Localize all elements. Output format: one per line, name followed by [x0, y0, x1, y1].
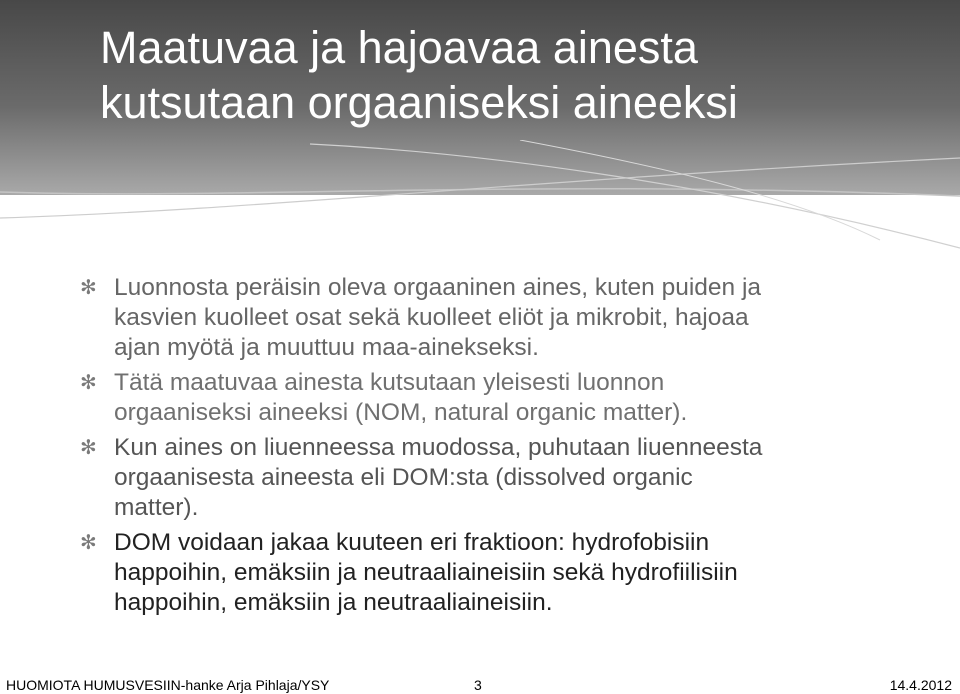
slide-title-line-2: kutsutaan orgaaniseksi aineeksi — [100, 77, 738, 128]
bullet-line: kasvien kuolleet osat sekä kuolleet eliöt ja mikrobit, hajoaa — [114, 304, 749, 331]
bullet-line: DOM voidaan jakaa kuuteen eri fraktioon: hydrofobisiin — [114, 529, 710, 556]
bullet-line: Tätä maatuvaa ainesta kutsutaan yleisesti luonnon — [114, 369, 665, 396]
asterisk-bullet-icon: ✻ — [80, 277, 97, 299]
bullet-line: ajan myötä ja muuttuu maa-ainekseksi. — [114, 334, 539, 361]
footer-date: 14.4.2012 — [889, 677, 952, 693]
bullet-line: Luonnosta peräisin oleva orgaaninen aines, kuten puiden ja — [114, 274, 762, 301]
asterisk-bullet-icon: ✻ — [80, 372, 97, 394]
slide-footer — [0, 668, 960, 694]
decorative-swoosh-lines — [0, 140, 960, 280]
bullet-item — [80, 368, 920, 428]
bullet-line: orgaanisesta aineesta eli DOM:sta (dissolved organic — [114, 464, 693, 491]
bullet-item — [80, 433, 920, 523]
slide-title — [100, 20, 940, 130]
bullet-item — [80, 273, 920, 363]
bullet-line: orgaaniseksi aineeksi (NOM, natural organic matter). — [114, 399, 688, 426]
slide-title-line-1: Maatuvaa ja hajoavaa ainesta — [100, 22, 698, 73]
bullet-line: matter). — [114, 494, 199, 521]
bullet-item — [80, 528, 920, 618]
bullet-list — [80, 273, 920, 623]
bullet-line: happoihin, emäksiin ja neutraaliaineisiin sekä hydrofiilisiin — [114, 559, 738, 586]
asterisk-bullet-icon: ✻ — [80, 532, 97, 554]
bullet-line: happoihin, emäksiin ja neutraaliaineisiin. — [114, 589, 553, 616]
asterisk-bullet-icon: ✻ — [80, 437, 97, 459]
footer-page-number: 3 — [474, 677, 482, 693]
bullet-line: Kun aines on liuenneessa muodossa, puhutaan liuenneesta — [114, 434, 763, 461]
footer-project-author: HUOMIOTA HUMUSVESIIN-hanke Arja Pihlaja/YSY — [6, 677, 330, 693]
